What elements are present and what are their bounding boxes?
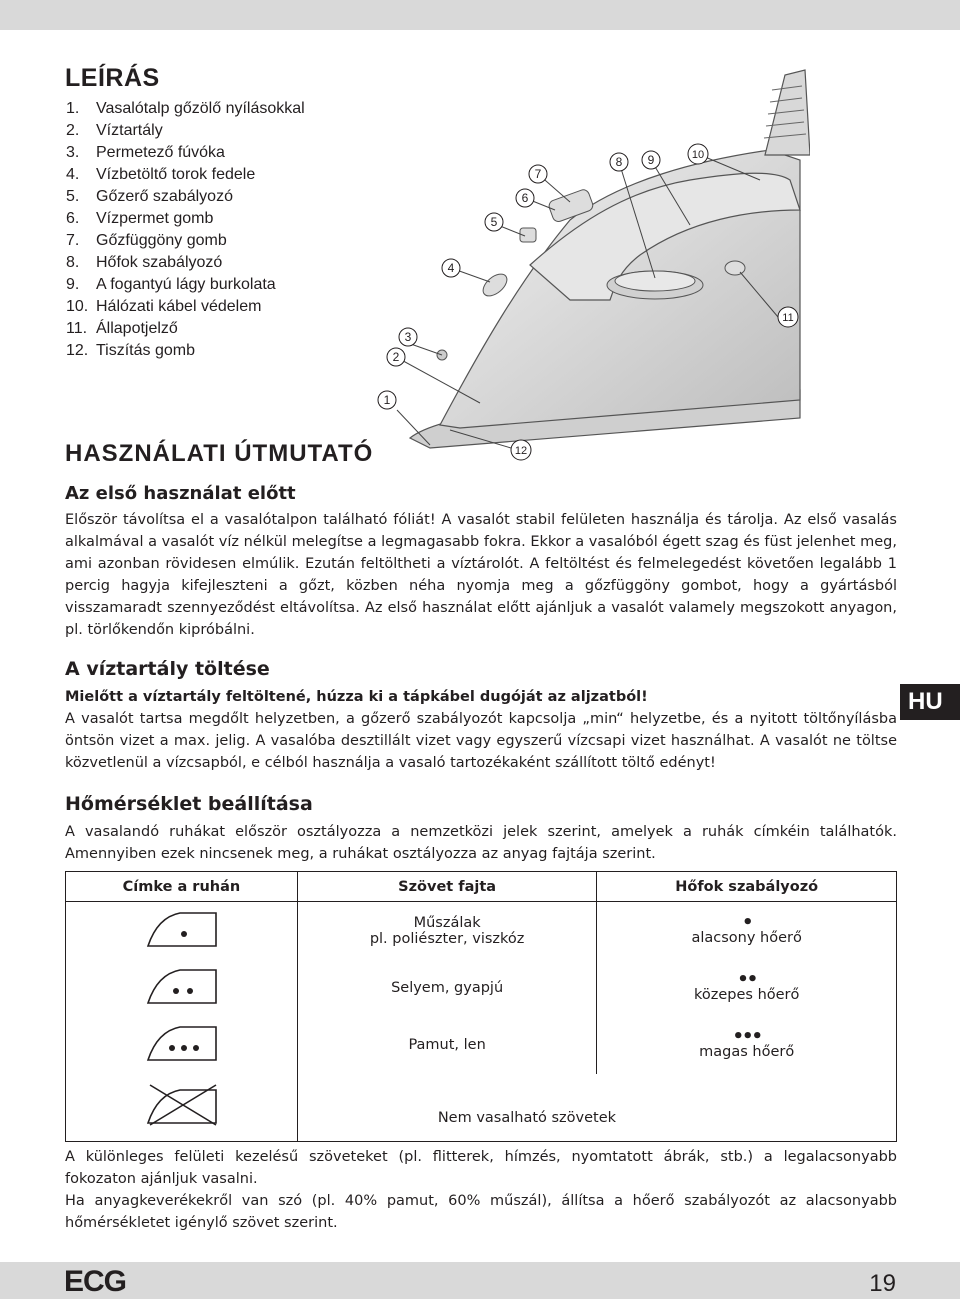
svg-text:6: 6	[521, 191, 529, 205]
list-item: 2. Víztartály	[66, 122, 163, 139]
svg-text:7: 7	[534, 167, 542, 181]
list-item: 3. Permetező fúvóka	[66, 144, 225, 161]
table-header: Hőfok szabályozó	[597, 872, 897, 902]
list-item: 12. Tiszítás gomb	[66, 342, 195, 359]
svg-text:8: 8	[615, 155, 623, 169]
list-item: 1. Vasalótalp gőzölő nyílásokkal	[66, 100, 305, 117]
table-row	[66, 960, 897, 1016]
svg-text:11: 11	[782, 312, 794, 324]
heat-dots: •	[741, 911, 752, 933]
iron-1-dot-icon	[146, 910, 218, 948]
note-blends: Ha anyagkeverékekről van szó (pl. 40% pamut, 60% műszál), állítsa a hőerő szabályozót az alacsonyabb hőmérsékletet igénylő szövet szerint.	[65, 1193, 897, 1231]
table-header: Címke a ruhán	[66, 872, 298, 902]
table-cell	[66, 902, 298, 960]
top-bar	[0, 0, 960, 30]
list-item: 4. Vízbetöltő torok fedele	[66, 166, 256, 183]
svg-text:3: 3	[404, 330, 412, 344]
svg-text:5: 5	[490, 215, 498, 229]
heat-dots: •••	[732, 1025, 761, 1047]
note-special-fabrics: A különleges felületi kezelésű szöveteket (pl. flitterek, hímzés, nyomtatott ábrák, stb.) a legalacsonyabb fokozaton ajánljuk vasalni.	[65, 1149, 897, 1187]
page-number: 19	[869, 1270, 896, 1297]
svg-text:4: 4	[447, 261, 455, 275]
list-item: 9. A fogantyú lágy burkolata	[66, 276, 276, 293]
heading-first-use: Az első használat előtt	[65, 483, 296, 504]
table-cell: Nem vasalható szövetek	[297, 1074, 896, 1142]
table-row	[66, 902, 897, 960]
list-item: 8. Hőfok szabályozó	[66, 254, 223, 271]
table-cell: • alacsony hőerő	[597, 902, 897, 960]
svg-text:12: 12	[514, 445, 528, 457]
table-cell	[66, 1016, 298, 1074]
iron-crossed-icon	[146, 1083, 218, 1127]
svg-text:2: 2	[392, 350, 400, 364]
svg-text:10: 10	[691, 149, 705, 161]
table-row	[66, 1074, 897, 1142]
paragraph-first-use: Először távolítsa el a vasalótalpon található fóliát! A vasalót stabil felületen használja és tárolja. Az első vasalás alkalmával a vasalót víz nélkül melegítse a legmagasabb fokra. Ekkor a vasalóból égett szag és füst jelenhet meg, ami azonban rövidesen elmúlik. Ezután feltöltheti a víztárolót. A feltöltést és felmelegedést követően legalább 1 percig hagyja kifejleszteni a gőzt, közben néha nyomja meg a gőzfüggöny gombot, hogy a gyártásból visszamaradt szennyeződést eltávolítsa. Az első használat előtt ajánljuk a vasalót valamely megszokott anyagon, pl. törlőkendőn kipróbálni.	[65, 512, 897, 638]
table-row	[66, 1016, 897, 1074]
list-item: 7. Gőzfüggöny gomb	[66, 232, 227, 249]
iron-3-dots-icon	[146, 1024, 218, 1062]
heat-dots: ••	[737, 968, 757, 990]
section-title-description: LEÍRÁS	[65, 64, 160, 92]
svg-text:9: 9	[647, 153, 655, 167]
heading-water-tank: A víztartály töltése	[65, 658, 270, 680]
table-cell: ••• magas hőerő	[597, 1016, 897, 1074]
list-item: 6. Vízpermet gomb	[66, 210, 214, 227]
paragraph-water-tank: A vasalót tartsa megdőlt helyzetben, a gőzerő szabályozót kapcsolja „min“ helyzetbe, és a nyitott töltőnyílásba öntsön vizet a max. jelig. A vasalóba desztillált vizet vagy egyszerű vízcsapi vizet használhat. A vasalót ne töltse közvetlenül a vízcsapból, e célból használja a vasaló tartozékaként szállított töltő edényt!	[65, 711, 897, 771]
table-cell: •• közepes hőerő	[597, 960, 897, 1016]
table-cell	[66, 960, 298, 1016]
list-item: 11. Állapotjelző	[66, 320, 178, 337]
svg-text:1: 1	[383, 393, 391, 407]
brand-logo: ECG	[64, 1265, 127, 1298]
section-title-usage: HASZNÁLATI ÚTMUTATÓ	[65, 440, 374, 467]
table-cell: Pamut, len	[297, 1016, 597, 1074]
warning-unplug: Mielőtt a víztartály feltöltené, húzza ki a tápkábel dugóját az aljzatból!	[65, 689, 648, 705]
iron-2-dots-icon	[146, 967, 218, 1005]
table-cell: Selyem, gyapjú	[297, 960, 597, 1016]
heading-temperature: Hőmérséklet beállítása	[65, 793, 313, 815]
list-item: 10. Hálózati kábel védelem	[66, 298, 262, 315]
fabric-table	[65, 871, 897, 1142]
bottom-bar	[0, 1262, 960, 1299]
table-cell	[66, 1074, 298, 1142]
table-header: Szövet fajta	[297, 872, 597, 902]
parts-list	[66, 98, 305, 362]
table-cell: Műszálak pl. poliészter, viszkóz	[297, 902, 597, 960]
iron-diagram	[370, 50, 810, 470]
list-item: 5. Gőzerő szabályozó	[66, 188, 233, 205]
paragraph-temperature: A vasalandó ruhákat először osztályozza a nemzetközi jelek szerint, amelyek a ruhák címkéin találhatók. Amennyiben ezek nincsenek meg, a ruhákat osztályozza az anyag fajtája szerint.	[65, 824, 897, 862]
language-tab: HU	[900, 684, 960, 720]
